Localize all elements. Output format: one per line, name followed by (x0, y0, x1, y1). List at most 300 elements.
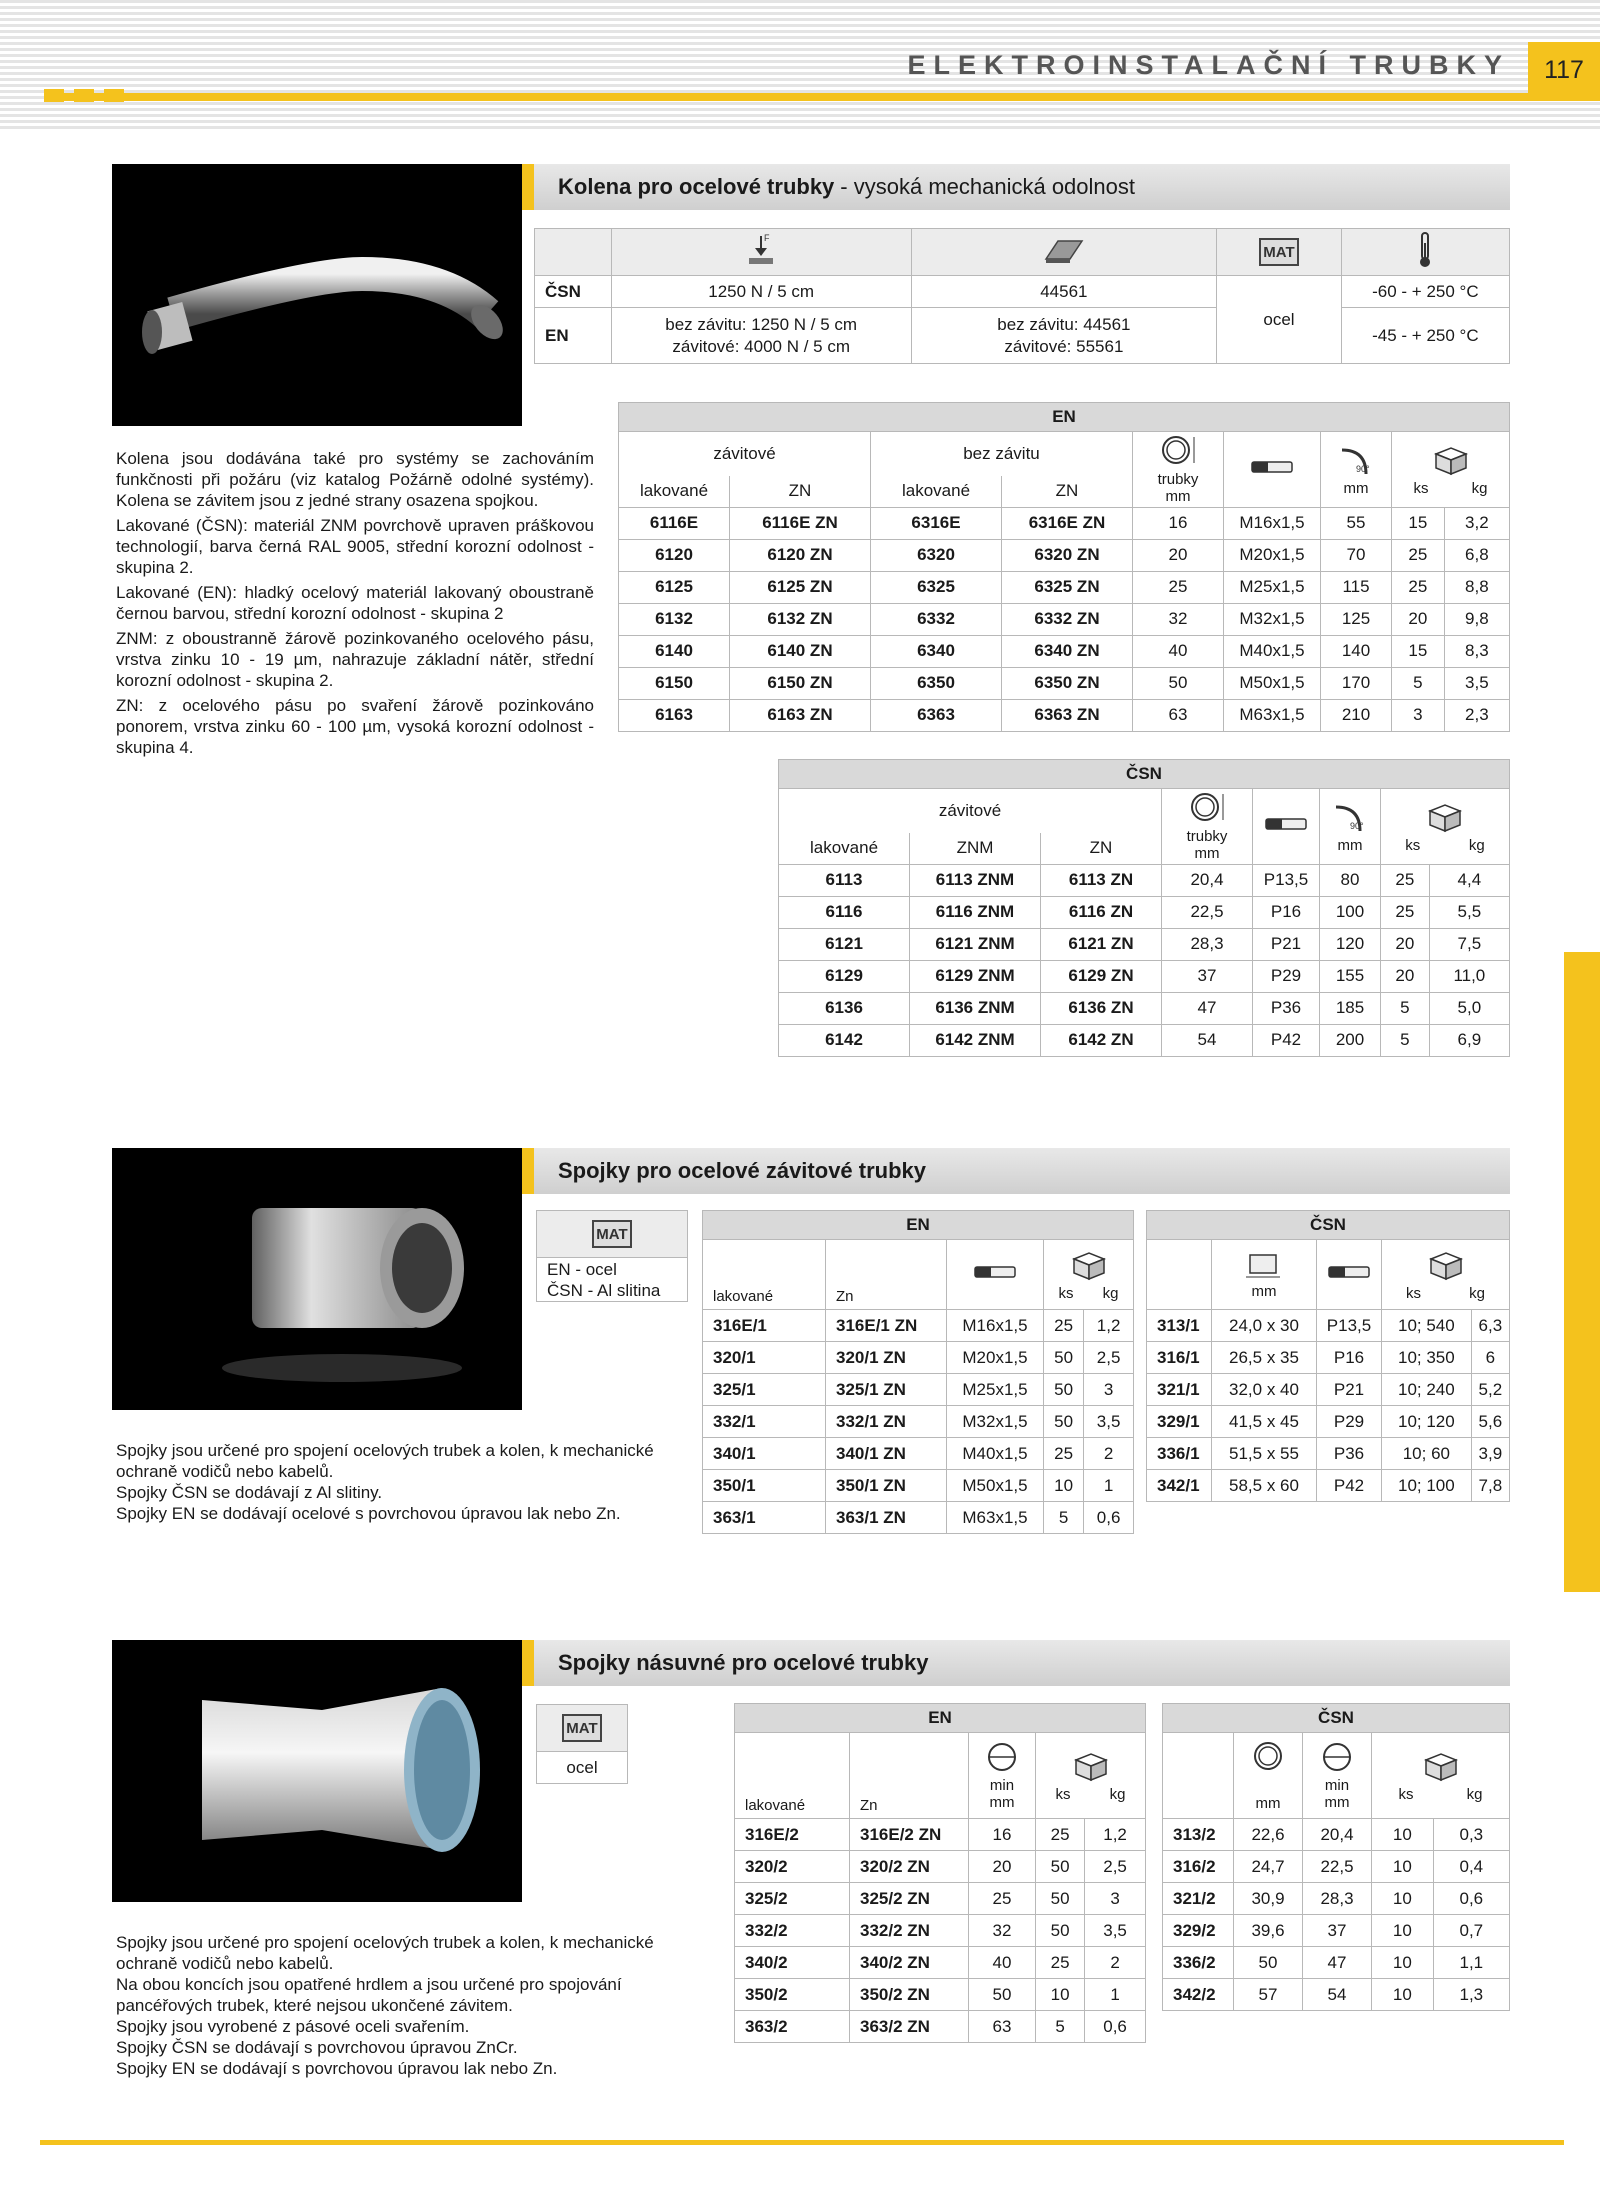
table-cell: 350/2 (735, 1979, 850, 2011)
coupling-photo (112, 1148, 522, 1410)
table-cell: M63x1,5 (947, 1502, 1044, 1534)
table-cell: 0,6 (1084, 1502, 1134, 1534)
table-cell: 3,9 (1471, 1438, 1509, 1470)
table-cell: M25x1,5 (1224, 571, 1321, 603)
table-cell: 6150 (619, 667, 730, 699)
table-cell: 6132 ZN (730, 603, 871, 635)
table-cell: 340/2 ZN (850, 1947, 969, 1979)
table-cell: 0,6 (1085, 2011, 1146, 2043)
table-row (703, 1406, 1134, 1438)
table-cell: P29 (1317, 1406, 1382, 1438)
table-cell: 22,5 (1162, 896, 1253, 928)
table-cell: 24,7 (1234, 1851, 1303, 1883)
table-cell: 6120 (619, 539, 730, 571)
bends-description: Kolena jsou dodávána také pro systémy se zachováním funkčnosti při požáru (viz katalog Požárně odolné systémy). Kolena se závitem jsou z jedné strany osazena spojkou. Lakované (ČSN): materiál ZNM povrchově upraven práškovou technologií, barva černá RAL 9005, střední korozní odolnost - skupina 2. Lakované (EN): hladký ocelový materiál lakovaný oboustraně černou barvou, střední korozní odolnost - skupina 2 ZNM: z oboustranně žárově pozinkovaného ocelového pásu, vrstva zinku 10 - 19 µm, nahrazuje základní nátěr, střední korozní odolnost - skupina 2. ZN: z ocelového pásu po svaření žárově pozinkováno ponorem, vrstva zinku 60 - 100 µm, vysoká korozní odolnost - skupina 4. (116, 449, 594, 757)
coupling-en-table: EN lakované Zn ks kg 316E/1 316E/1 ZN M16x1,5 25 1,2 320/1 320/1 ZN M20x1,5 50 2,5 325/1 325/1 ZN M25x1,5 50 3 332/1 332/1 ZN M32x1,5 50 3,5 340/1 340/1 ZN M40x1,5 25 2 350/1 350/1 ZN M50x1,5 10 1 363/1 363/1 ZN M63x1,5 5 0,6 (702, 1210, 1134, 1534)
table-cell: 54 (1303, 1979, 1372, 2011)
table-cell: 10 (1372, 1883, 1434, 1915)
table-cell: 6325 (871, 571, 1002, 603)
table-cell: 6136 (779, 992, 910, 1024)
table-cell: 6121 (779, 928, 910, 960)
table-cell: 6332 ZN (1002, 603, 1133, 635)
table-cell: 332/1 (703, 1406, 826, 1438)
table-cell: 10 (1044, 1470, 1084, 1502)
bend-radius-icon (1321, 442, 1391, 480)
table-cell: 313/2 (1163, 1819, 1234, 1851)
table-row (735, 1883, 1146, 1915)
table-cell: 6150 ZN (730, 667, 871, 699)
table-cell: 340/1 ZN (826, 1438, 947, 1470)
title-accent (522, 1148, 534, 1194)
thermometer-icon (1341, 229, 1509, 276)
table-cell: 63 (969, 2011, 1036, 2043)
table-cell: 7,5 (1429, 928, 1509, 960)
table-row (1163, 1947, 1510, 1979)
table-cell: 50 (1044, 1342, 1084, 1374)
table-cell: 41,5 x 45 (1212, 1406, 1317, 1438)
table-cell: 6116E ZN (730, 507, 871, 539)
table-cell: M32x1,5 (947, 1406, 1044, 1438)
table-row (619, 603, 1510, 635)
tube-diameter-icon (1133, 433, 1223, 471)
table-cell: 3,5 (1085, 1915, 1146, 1947)
table-cell: 155 (1320, 960, 1381, 992)
table-row (779, 864, 1510, 896)
table-cell: 5,5 (1429, 896, 1509, 928)
table-cell: 6316E ZN (1002, 507, 1133, 539)
table-cell: 1,2 (1084, 1310, 1134, 1342)
table-cell: 20 (1381, 960, 1430, 992)
slip-material-table: MAT ocel (536, 1704, 628, 1784)
table-cell: M25x1,5 (947, 1374, 1044, 1406)
table-cell: 5,2 (1471, 1374, 1509, 1406)
plate-icon (911, 229, 1217, 276)
table-row (619, 507, 1510, 539)
slip-csn-table: ČSN mm min mm ks kg 313/2 22,6 20,4 10 0,3 316/2 24,7 22,5 10 0,4 321/2 30,9 28,3 10 0,6 329/2 39,6 37 10 0,7 336/2 50 47 10 1,1 342/2 57 54 10 1,3 (1162, 1703, 1510, 2011)
table-cell: 1,3 (1433, 1979, 1509, 2011)
table-cell: 6142 (779, 1024, 910, 1056)
table-row (735, 1979, 1146, 2011)
slip-description: Spojky jsou určené pro spojení ocelových trubek a kolen, k mechanické ochraně vodičů nebo kabelů. Na obou koncích jsou opatřené hrdlem a jsou určené pro spojování pancéřových trubek, které nejsou ukončené závitem. Spojky jsou vyrobené z pásové oceli svařením. Spojky ČSN se dodávají s povrchovou úpravou ZnCr. Spojky EN se dodávají s povrchovou úpravou lak nebo Zn. (116, 1933, 654, 2078)
box-icon (1036, 1748, 1145, 1786)
inner-diameter-icon (1303, 1741, 1371, 1777)
table-cell: 11,0 (1429, 960, 1509, 992)
table-row (619, 571, 1510, 603)
table-cell: 320/1 (703, 1342, 826, 1374)
table-cell: 185 (1320, 992, 1381, 1024)
table-cell: 5,6 (1471, 1406, 1509, 1438)
table-cell: 350/1 (703, 1470, 826, 1502)
table-cell: 25 (1392, 571, 1445, 603)
page-title: ELEKTROINSTALAČNÍ TRUBKY (907, 50, 1510, 80)
title-accent (522, 164, 534, 210)
box-icon (1381, 799, 1509, 837)
table-cell: 25 (1044, 1310, 1084, 1342)
table-row (703, 1438, 1134, 1470)
table-cell: P42 (1317, 1470, 1382, 1502)
table-cell: 320/1 ZN (826, 1342, 947, 1374)
thread-icon (1224, 432, 1321, 508)
table-row (735, 2011, 1146, 2043)
table-cell: 3,2 (1444, 507, 1509, 539)
table-cell: 363/2 ZN (850, 2011, 969, 2043)
table-cell: P16 (1253, 896, 1320, 928)
table-cell: P13,5 (1253, 864, 1320, 896)
table-cell: 5 (1392, 667, 1445, 699)
row-label-en: EN (535, 308, 612, 364)
section-title-bends (522, 164, 1510, 210)
table-cell: 5,0 (1429, 992, 1509, 1024)
table-cell: 6142 ZNM (910, 1024, 1041, 1056)
svg-text:F: F (764, 232, 770, 243)
table-cell: 316/2 (1163, 1851, 1234, 1883)
table-cell: 32 (1133, 603, 1224, 635)
table-cell: 37 (1162, 960, 1253, 992)
material-icon: MAT (1217, 229, 1342, 276)
tube-diameter-icon (1162, 790, 1252, 828)
table-cell: 1 (1085, 1979, 1146, 2011)
table-cell: 10 (1372, 1851, 1434, 1883)
table-cell: 342/2 (1163, 1979, 1234, 2011)
table-cell: 6320 ZN (1002, 539, 1133, 571)
table-cell: 50 (1036, 1851, 1085, 1883)
table-row (619, 667, 1510, 699)
table-cell: 6,8 (1444, 539, 1509, 571)
table-cell: 313/1 (1147, 1310, 1212, 1342)
table-cell: 6136 ZNM (910, 992, 1041, 1024)
box-icon (1382, 1247, 1509, 1285)
bend-radius-icon (1320, 799, 1380, 837)
table-cell: 25 (1133, 571, 1224, 603)
table-cell: 51,5 x 55 (1212, 1438, 1317, 1470)
table-cell: 350/2 ZN (850, 1979, 969, 2011)
table-row (703, 1470, 1134, 1502)
table-cell: 329/2 (1163, 1915, 1234, 1947)
section-title-threaded-couplings: Spojky pro ocelové závitové trubky (522, 1148, 1510, 1194)
page-number: 117 (1528, 42, 1600, 98)
table-cell: 170 (1321, 667, 1392, 699)
table-cell: 20,4 (1303, 1819, 1372, 1851)
table-cell: 39,6 (1234, 1915, 1303, 1947)
table-row (619, 539, 1510, 571)
table-cell: 50 (1036, 1883, 1085, 1915)
table-row (1163, 1819, 1510, 1851)
table-cell: 6316E (871, 507, 1002, 539)
thread-icon (1317, 1240, 1382, 1310)
slip-coupling-photo (112, 1640, 522, 1902)
table-cell: 10; 350 (1382, 1342, 1472, 1374)
table-cell: 8,8 (1444, 571, 1509, 603)
table-cell: 332/2 (735, 1915, 850, 1947)
table-cell: 63 (1133, 699, 1224, 731)
table-row (1147, 1374, 1510, 1406)
table-cell: M20x1,5 (1224, 539, 1321, 571)
table-cell: 5 (1381, 1024, 1430, 1056)
table-cell: 50 (1044, 1406, 1084, 1438)
properties-table: F MAT ČSN 1250 N / 5 cm 44561 ocel -60 - + 250 °C EN bez závitu: 1250 N / 5 cm závitové: 4000 N / 5 cm bez závitu: 44561 závitové: 55561 -45 - + 250 °C (534, 228, 1510, 364)
table-cell: M50x1,5 (1224, 667, 1321, 699)
table-cell: 9,8 (1444, 603, 1509, 635)
table-cell: 6125 ZN (730, 571, 871, 603)
table-cell: 320/2 ZN (850, 1851, 969, 1883)
slip-en-table: EN lakované Zn min mm ks kg 316E/2 316E/2 ZN 16 25 1,2 320/2 320/2 ZN 20 50 2,5 325/2 325/2 ZN 25 50 3 332/2 332/2 ZN 32 50 3,5 340/2 340/2 ZN 40 25 2 350/2 350/2 ZN 50 10 1 363/2 363/2 ZN 63 5 0,6 (734, 1703, 1146, 2043)
table-cell: 25 (969, 1883, 1036, 1915)
table-cell: 30,9 (1234, 1883, 1303, 1915)
table-cell: 50 (1044, 1374, 1084, 1406)
table-cell: 28,3 (1303, 1883, 1372, 1915)
table-cell: 26,5 x 35 (1212, 1342, 1317, 1374)
table-row (735, 1915, 1146, 1947)
dimension-icon (1212, 1249, 1316, 1283)
table-cell: P13,5 (1317, 1310, 1382, 1342)
table-cell: 3 (1392, 699, 1445, 731)
table-row (1147, 1470, 1510, 1502)
header-square (44, 89, 64, 102)
table-cell: 6350 (871, 667, 1002, 699)
table-cell: 3,5 (1084, 1406, 1134, 1438)
table-cell: 32,0 x 40 (1212, 1374, 1317, 1406)
table-cell: 40 (969, 1947, 1036, 1979)
coupling-material-table: MAT EN - ocel ČSN - Al slitina (536, 1210, 688, 1302)
table-row (1163, 1851, 1510, 1883)
table-cell: 20 (1133, 539, 1224, 571)
table-cell: 10 (1036, 1979, 1085, 2011)
table-cell: 6125 (619, 571, 730, 603)
table-cell: 342/1 (1147, 1470, 1212, 1502)
table-cell: 80 (1320, 864, 1381, 896)
title-accent (522, 1640, 534, 1686)
table-cell: 24,0 x 30 (1212, 1310, 1317, 1342)
table-cell: P21 (1253, 928, 1320, 960)
table-cell: 0,4 (1433, 1851, 1509, 1883)
table-cell: 6163 ZN (730, 699, 871, 731)
bends-csn-table: ČSN závitové trubky mm 90° mm ks kg lakované ZNM ZN 6113 6113 ZNM 6113 ZN 20,4 P13,5 80 25 4,4 6116 6116 ZNM 6116 ZN 22,5 P16 100 25 5,5 6121 6121 ZNM 6121 ZN 28,3 P21 120 20 7,5 6129 6129 ZNM 6129 ZN 37 P29 155 20 11,0 6136 6136 ZNM 6136 ZN 47 P36 185 5 5,0 6142 6142 ZNM 6142 ZN 54 P42 200 5 6,9 (778, 759, 1510, 1057)
footer-accent-line (40, 2140, 1564, 2145)
thread-icon (947, 1240, 1044, 1310)
table-cell: 0,3 (1433, 1819, 1509, 1851)
table-cell: 28,3 (1162, 928, 1253, 960)
table-cell: 1,1 (1433, 1947, 1509, 1979)
table-cell: 32 (969, 1915, 1036, 1947)
table-cell: M63x1,5 (1224, 699, 1321, 731)
table-cell: 6320 (871, 539, 1002, 571)
title-subtitle: - vysoká mechanická odolnost (840, 174, 1135, 199)
table-cell: 10; 100 (1382, 1470, 1472, 1502)
table-cell: 25 (1392, 539, 1445, 571)
table-cell: 2 (1085, 1947, 1146, 1979)
table-cell: 200 (1320, 1024, 1381, 1056)
table-cell: 25 (1381, 864, 1430, 896)
table-row (1147, 1406, 1510, 1438)
title-bold: Kolena pro ocelové trubky (558, 174, 835, 199)
table-cell: M40x1,5 (1224, 635, 1321, 667)
table-cell: 25 (1381, 896, 1430, 928)
table-cell: 321/2 (1163, 1883, 1234, 1915)
table-cell: 0,6 (1433, 1883, 1509, 1915)
table-row (1163, 1915, 1510, 1947)
table-cell: 6116 (779, 896, 910, 928)
header-accent-line (44, 93, 1600, 101)
table-cell: 6340 ZN (1002, 635, 1133, 667)
table-cell: 1 (1084, 1470, 1134, 1502)
table-cell: 6129 ZN (1041, 960, 1162, 992)
table-cell: P42 (1253, 1024, 1320, 1056)
table-row (1147, 1438, 1510, 1470)
table-cell: 6116 ZN (1041, 896, 1162, 928)
table-cell: 6163 (619, 699, 730, 731)
table-cell: 6116E (619, 507, 730, 539)
table-cell: 6121 ZNM (910, 928, 1041, 960)
table-cell: 340/1 (703, 1438, 826, 1470)
table-cell: 40 (1133, 635, 1224, 667)
table-cell: 7,8 (1471, 1470, 1509, 1502)
table-cell: 20 (1392, 603, 1445, 635)
table-row (735, 1851, 1146, 1883)
header-square (104, 89, 124, 102)
svg-text:90°: 90° (1356, 463, 1370, 474)
table-cell: 6129 (779, 960, 910, 992)
table-cell: 50 (1234, 1947, 1303, 1979)
table-cell: 321/1 (1147, 1374, 1212, 1406)
table-row (779, 1024, 1510, 1056)
table-cell: 340/2 (735, 1947, 850, 1979)
table-cell: 336/2 (1163, 1947, 1234, 1979)
table-cell: 58,5 x 60 (1212, 1470, 1317, 1502)
table-cell: 10; 240 (1382, 1374, 1472, 1406)
table-cell: 15 (1392, 635, 1445, 667)
table-cell: 4,4 (1429, 864, 1509, 896)
table-cell: 16 (1133, 507, 1224, 539)
table-cell: 50 (969, 1979, 1036, 2011)
table-cell: 6121 ZN (1041, 928, 1162, 960)
table-cell: 6136 ZN (1041, 992, 1162, 1024)
table-cell: 325/2 (735, 1883, 850, 1915)
table-cell: 3 (1084, 1374, 1134, 1406)
table-cell: 6363 (871, 699, 1002, 731)
table-cell: 2 (1084, 1438, 1134, 1470)
table-cell: 100 (1320, 896, 1381, 928)
table-cell: 2,5 (1085, 1851, 1146, 1883)
table-row (703, 1374, 1134, 1406)
table-row (735, 1819, 1146, 1851)
table-cell: 0,7 (1433, 1915, 1509, 1947)
table-cell: 6332 (871, 603, 1002, 635)
table-cell: 54 (1162, 1024, 1253, 1056)
svg-text:90°: 90° (1350, 820, 1364, 831)
material-value: ocel (1217, 276, 1342, 364)
table-cell: 140 (1321, 635, 1392, 667)
table-row (1163, 1883, 1510, 1915)
table-cell: 325/1 (703, 1374, 826, 1406)
side-tab (1564, 952, 1600, 1592)
table-cell: 325/2 ZN (850, 1883, 969, 1915)
table-cell: 2,3 (1444, 699, 1509, 731)
coupling-description: Spojky jsou určené pro spojení ocelových trubek a kolen, k mechanické ochraně vodičů nebo kabelů. Spojky ČSN se dodávají z Al slitiny. Spojky EN se dodávají ocelové s povrchovou úpravou lak nebo Zn. (116, 1441, 654, 1523)
table-cell: 25 (1036, 1819, 1085, 1851)
thread-icon (1253, 789, 1320, 865)
force-icon (611, 229, 911, 276)
table-row (619, 699, 1510, 731)
table-cell: 55 (1321, 507, 1392, 539)
box-icon (1392, 442, 1509, 480)
table-cell: 5 (1044, 1502, 1084, 1534)
table-cell: 6 (1471, 1342, 1509, 1374)
section-title-slip-couplings: Spojky násuvné pro ocelové trubky (522, 1640, 1510, 1686)
table-cell: 10; 120 (1382, 1406, 1472, 1438)
material-icon: MAT (537, 1211, 688, 1258)
table-cell: 57 (1234, 1979, 1303, 2011)
table-cell: 5 (1036, 2011, 1085, 2043)
table-cell: 329/1 (1147, 1406, 1212, 1438)
table-cell: 316/1 (1147, 1342, 1212, 1374)
table-cell: 25 (1036, 1947, 1085, 1979)
row-label-csn: ČSN (535, 276, 612, 308)
table-cell: 6,9 (1429, 1024, 1509, 1056)
table-cell: 6350 ZN (1002, 667, 1133, 699)
table-cell: 320/2 (735, 1851, 850, 1883)
table-cell: 25 (1044, 1438, 1084, 1470)
table-row (703, 1310, 1134, 1342)
table-cell: 22,6 (1234, 1819, 1303, 1851)
table-row (779, 928, 1510, 960)
table-cell: 120 (1320, 928, 1381, 960)
table-cell: M16x1,5 (947, 1310, 1044, 1342)
header-square (74, 89, 94, 102)
table-row (1163, 1979, 1510, 2011)
table-row (619, 635, 1510, 667)
table-row (779, 896, 1510, 928)
table-cell: 6129 ZNM (910, 960, 1041, 992)
table-cell: 6340 (871, 635, 1002, 667)
table-cell: 6113 (779, 864, 910, 896)
inner-diameter-icon (969, 1741, 1035, 1777)
table-cell: 350/1 ZN (826, 1470, 947, 1502)
table-row (779, 992, 1510, 1024)
table-cell: 10 (1372, 1819, 1434, 1851)
table-cell: 47 (1162, 992, 1253, 1024)
table-cell: P36 (1253, 992, 1320, 1024)
table-cell: 363/1 (703, 1502, 826, 1534)
table-cell: M40x1,5 (947, 1438, 1044, 1470)
table-cell: 16 (969, 1819, 1036, 1851)
table-cell: 5 (1381, 992, 1430, 1024)
table-cell: P16 (1317, 1342, 1382, 1374)
table-cell: 363/1 ZN (826, 1502, 947, 1534)
table-cell: 20,4 (1162, 864, 1253, 896)
table-row (1147, 1342, 1510, 1374)
table-cell: 20 (1381, 928, 1430, 960)
table-cell: 3,5 (1444, 667, 1509, 699)
table-cell: 316E/1 ZN (826, 1310, 947, 1342)
bends-en-table: EN závitové bez závitu trubky mm 90° mm ks kg lakované ZN lakované ZN 6116E 6116E ZN 6316E 6316E ZN 16 M16x1,5 55 15 3,2 6120 6120 ZN 6320 6320 ZN 20 M20x1,5 70 25 6,8 6125 6125 ZN 6325 6325 ZN 25 M25x1,5 115 25 8,8 6132 6132 ZN 6332 6332 ZN 32 M32x1,5 125 20 9,8 6140 6140 ZN 6340 6340 ZN 40 M40x1,5 140 15 8,3 6150 6150 ZN 6350 6350 ZN 50 M50x1,5 170 5 3,5 6163 6163 ZN 6363 6363 ZN 63 M63x1,5 210 3 2,3 (618, 402, 1510, 732)
table-cell: P29 (1253, 960, 1320, 992)
table-cell: M50x1,5 (947, 1470, 1044, 1502)
table-cell: 22,5 (1303, 1851, 1372, 1883)
table-cell: 2,5 (1084, 1342, 1134, 1374)
table-cell: 6140 (619, 635, 730, 667)
table-cell: 6113 ZNM (910, 864, 1041, 896)
table-cell: 47 (1303, 1947, 1372, 1979)
table-cell: 316E/2 ZN (850, 1819, 969, 1851)
table-cell: 336/1 (1147, 1438, 1212, 1470)
tube-diameter-icon (1234, 1740, 1302, 1776)
table-cell: 8,3 (1444, 635, 1509, 667)
table-cell: 316E/1 (703, 1310, 826, 1342)
table-cell: 15 (1392, 507, 1445, 539)
table-cell: 210 (1321, 699, 1392, 731)
table-cell: 10 (1372, 1947, 1434, 1979)
table-cell: 6113 ZN (1041, 864, 1162, 896)
